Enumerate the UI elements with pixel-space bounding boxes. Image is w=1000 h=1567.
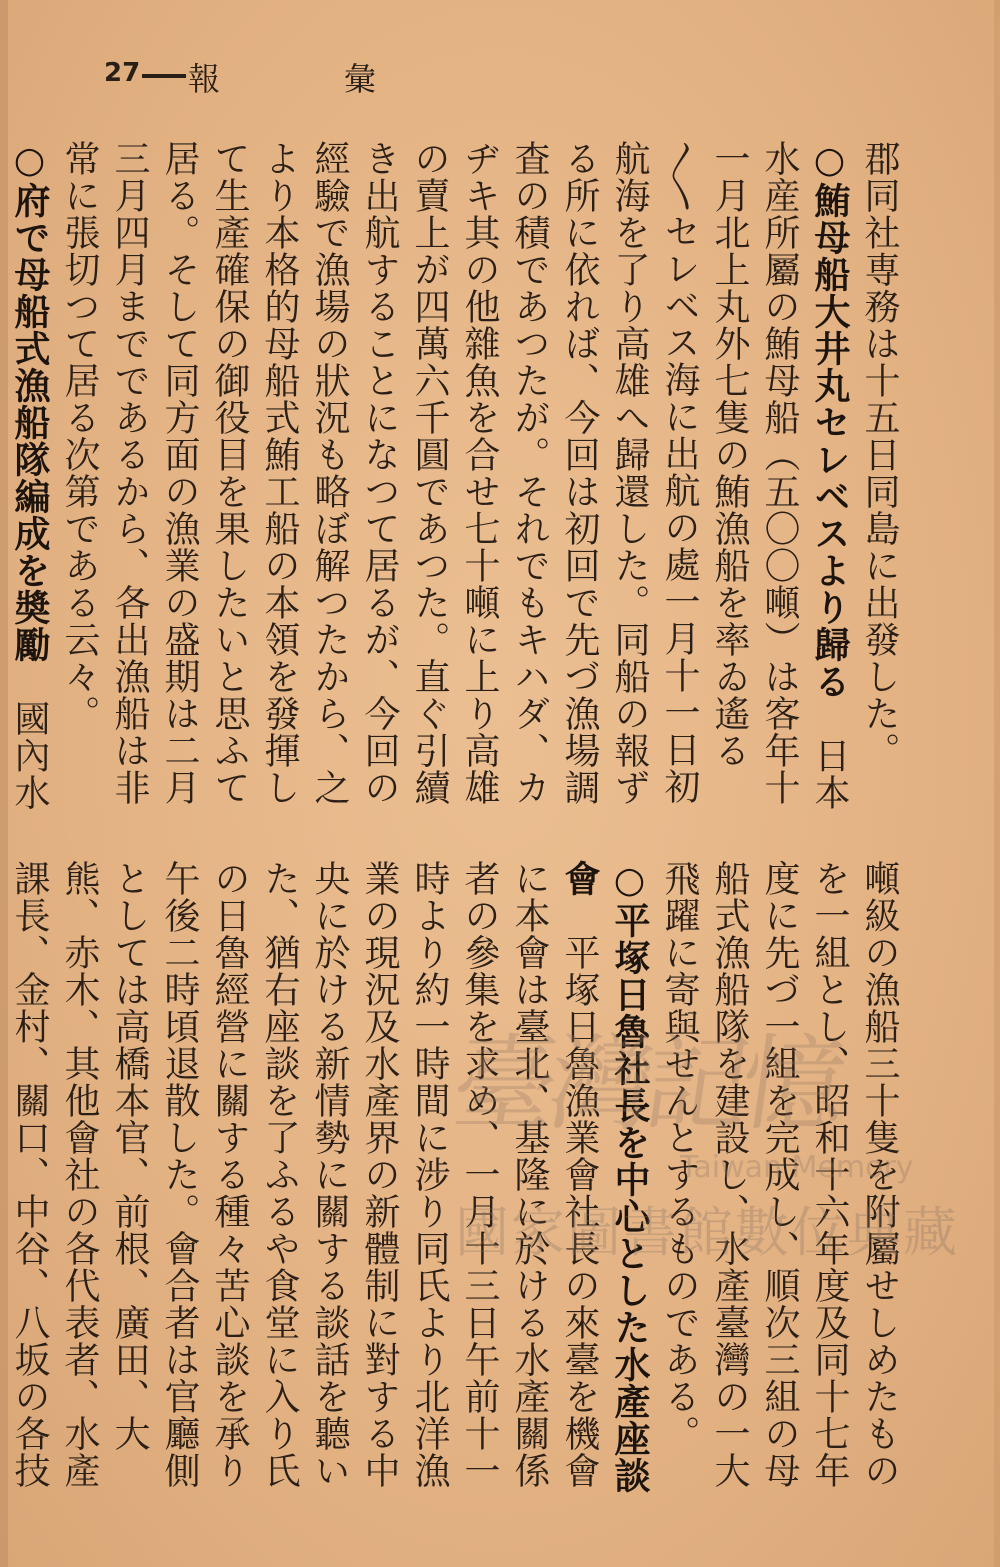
heading-tuna-mothership: ○鮪母船大井丸セレベスより歸る [809,140,850,700]
watermark-chinese: 國家圖書館數位典藏 [455,1201,959,1264]
body-fleet-encouragement: 國內水 [9,700,50,811]
header-title-right: 彙 [344,60,377,98]
body-tuna-mothership: 日本水産所屬の鮪母船（五〇〇噸）は客年十一月北上丸外七隻の鮪漁船を率ゐ遙る〳〵セレベス海に出航の處一月十一日初航海を了り高雄へ歸還した。同船の報ずる所に依れば、今回は初回で先づ漁場調査の積であつたが。それでもキハダ、カヂキ其の他雜魚を合せ七十噸に上り高雄の賣上が四萬六千圓であつた。直ぐ引續き出航することになつて居るが、今回の經驗で漁場の狀況も略ぼ解つたから、之より本格的母船式鮪工船の本領を發揮して生產確保の御役目を果したいと思ふて居る。そして同方面の漁業の盛期は二月三月四月までであるから、各出漁船は非常に張切つて居る次第である云々。 [59,140,850,811]
header-dash [142,74,186,78]
text-block-top [9,140,904,830]
watermark-english: Taiwan Memory [680,1150,914,1185]
page-number: 27 [104,58,141,88]
heading-fleet-encouragement: ○府で母船式漁船隊編成を奬勵 [9,140,50,663]
heading-roundtable: ○平塚日魯社長を中心とした水產座談會 [559,860,650,1494]
header-title-left: 報 [188,60,221,98]
body-roundtable: 平塚日魯漁業會社長の來臺を機會に本會は臺北、基隆に於ける水產關係者の參集を求め、一月十三日午前十一時より約一時間に涉り同氏より北洋漁業の現況及水產界の新體制に對する中央に於ける新情勢に關する談話を聽いた、猶右座談を了ふるや食堂に入り氏の日魯經營に關する種々苦心談を承り午後二時頃退散した。會合者は官廳側としては高橋本官、前根、廣田、大熊、赤木、其他會社の各代表者、水產課長、金村、關口、中谷、八坂の各技 [9,860,600,1489]
body-fleet-continued: 噸級の漁船三十隻を附屬せしめたものを一組とし、昭和十六年度及同十七年度に先づ一組を完成し、順次三組の母船式漁船隊を建設し、水產臺灣の一大飛躍に寄與せんとするものである。 [659,860,900,1489]
watermark-logo-text: 臺灣記憶 [445,1023,847,1145]
intro-line: 郡同社専務は十五日同島に出發した。 [859,140,900,769]
running-header [104,54,404,98]
page-edge-right [994,0,1000,1567]
text-block-bottom [9,860,904,1510]
